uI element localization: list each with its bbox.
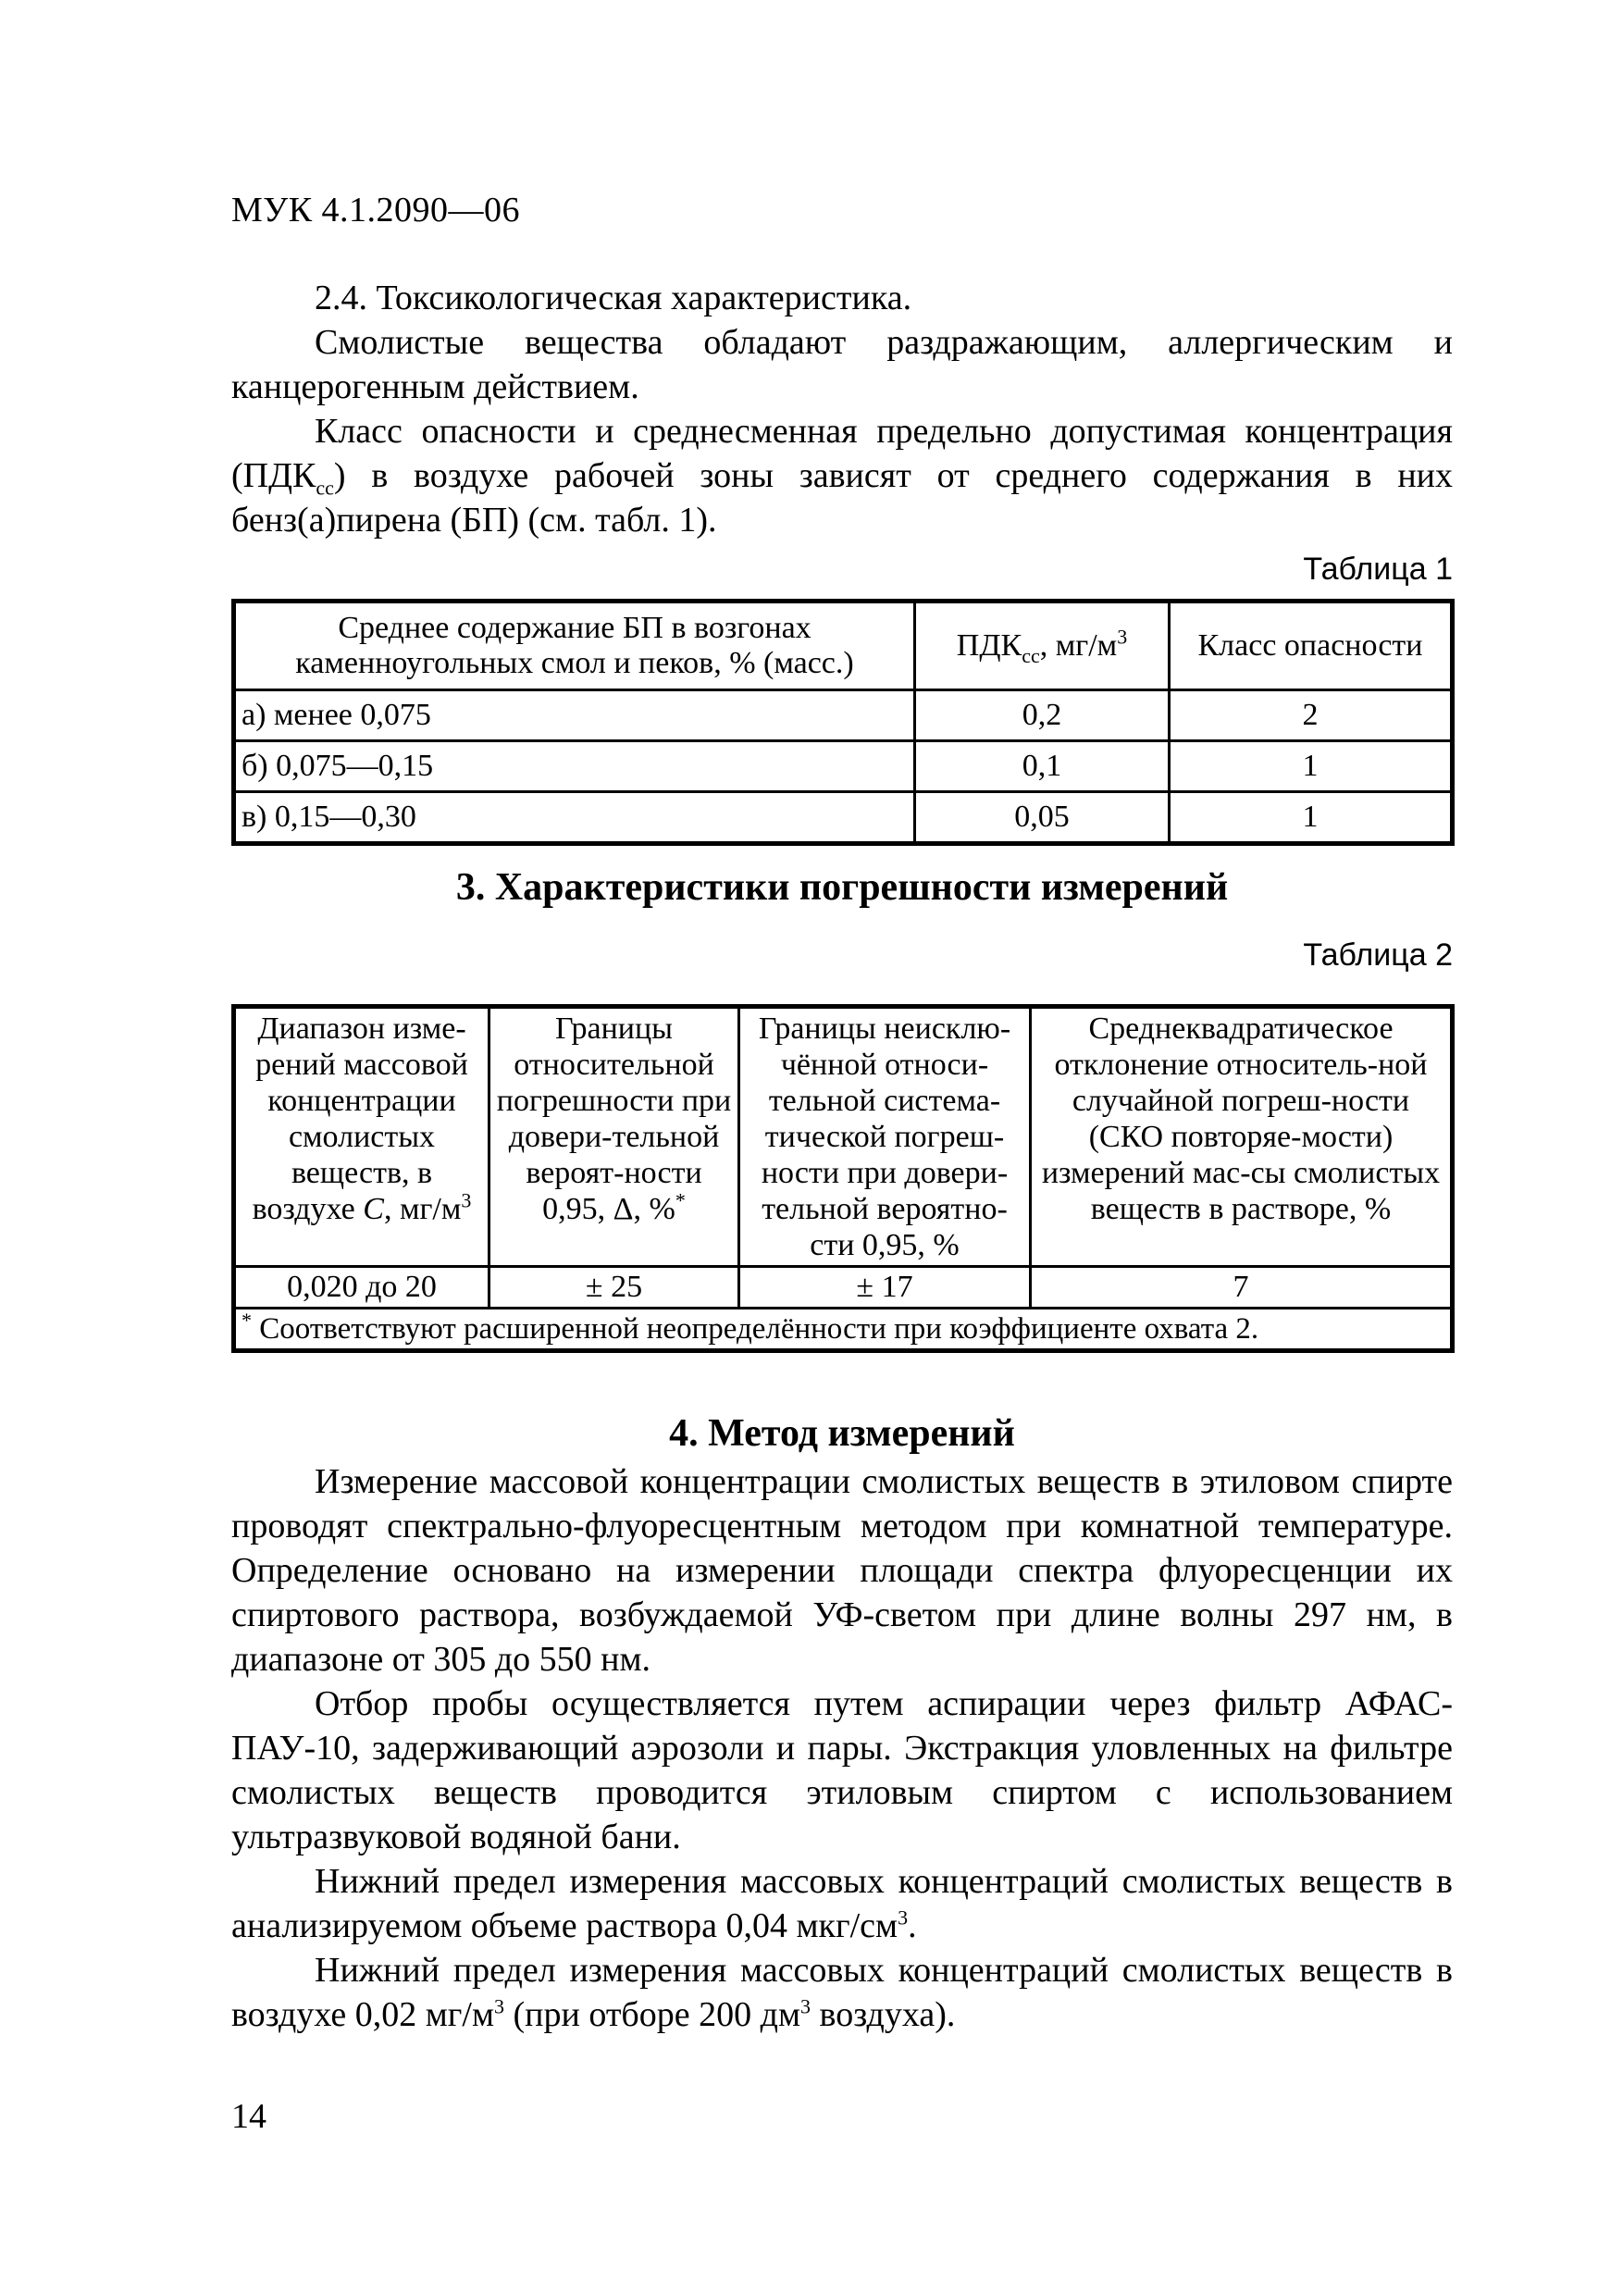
t2-h2-text: Границы относительной погрешности при довери-тельной вероят-ности 0,95, Δ, %	[496, 1011, 732, 1226]
section-4-paragraph-4	[231, 1948, 1453, 2037]
table-row	[234, 741, 1453, 792]
table-1	[231, 599, 1455, 846]
section-4-paragraph-3	[231, 1859, 1453, 1948]
p3-superscript: 3	[898, 1905, 909, 1930]
table-1-cell-pdk: 0,05	[915, 792, 1170, 844]
table-2-cell-systematic-error: ± 17	[739, 1267, 1031, 1309]
h2-subscript: сс	[1022, 643, 1040, 667]
p3-text-a: Нижний предел измерения массовых концентраций смолистых веществ в анализируемом объеме раствора 0,04 мкг/см	[231, 1862, 1453, 1945]
table-2-footnote	[234, 1309, 1453, 1351]
t2-h1-text-a: Диапазон изме-рений массовой концентрации смолистых веществ, в воздухе	[252, 1011, 468, 1226]
document-header: МУК 4.1.2090—06	[231, 191, 521, 230]
footnote-text: Соответствуют расширенной неопределённости при коэффициенте охвата 2.	[252, 1312, 1259, 1346]
table-1-header-class: Класс опасности	[1170, 602, 1453, 690]
table-1-header-pdk	[915, 602, 1170, 690]
p4-text-a: Нижний предел измерения массовых концентраций смолистых веществ в воздухе 0,02 мг/м	[231, 1951, 1453, 2034]
section-4-paragraph-1: Измерение массовой концентрации смолистых веществ в этиловом спирте проводят спектрально-флуоресцентным методом при комнатной температуре. Определение основано на измерении площади спектра флуоресценции их спиртового раствора, возбуждаемой УФ-светом при длине волны 297 нм, в диапазоне от 305 до 550 нм.	[231, 1462, 1453, 1679]
table-1-cell-class: 1	[1170, 741, 1453, 792]
p4-text-c: воздуха).	[811, 1995, 956, 2034]
table-2-caption: Таблица 2	[1303, 937, 1453, 973]
table-2-header-sko: Среднеквадратическое отклонение относитель-ной случайной погреш-ности (СКО повторяе-мости) измерений мас-сы смолистых веществ в растворе, %	[1031, 1007, 1453, 1267]
t2-h1-text-b: , мг/м	[383, 1192, 462, 1226]
p4-superscript-1: 3	[494, 1994, 504, 2018]
h2-text-b: , мг/м	[1039, 628, 1118, 663]
table-2	[231, 1004, 1455, 1353]
t2-h1-variable: С	[363, 1192, 384, 1226]
p4-superscript-2: 3	[800, 1994, 812, 2018]
h2-superscript: 3	[1117, 625, 1128, 649]
table-2-cell-sko: 7	[1031, 1267, 1453, 1309]
section-2-4	[231, 276, 1453, 588]
table-2-header-relative-error	[489, 1007, 739, 1267]
p3-text-b: .	[908, 1906, 917, 1945]
h2-text-a: ПДК	[956, 628, 1022, 663]
table-2-cell-range: 0,020 до 20	[234, 1267, 489, 1309]
p2-text-b: ) в воздухе рабочей зоны зависят от среднего содержания в них бенз(а)пирена (БП) (см. табл. 1).	[231, 456, 1453, 540]
t2-h2-superscript: *	[675, 1188, 686, 1212]
footnote-mark: *	[242, 1309, 252, 1332]
table-row	[234, 792, 1453, 844]
section-2-4-paragraph-1: Смолистые вещества обладают раздражающим, аллергическим и канцерогенным действием.	[231, 323, 1453, 406]
table-1-cell-pdk: 0,2	[915, 690, 1170, 741]
table-1-cell-content: б) 0,075—0,15	[234, 741, 915, 792]
page-number: 14	[231, 2097, 266, 2136]
section-3-title: 3. Характеристики погрешности измерений	[455, 866, 1229, 909]
table-1-cell-pdk: 0,1	[915, 741, 1170, 792]
t2-h1-superscript: 3	[461, 1188, 472, 1212]
table-1-cell-class: 2	[1170, 690, 1453, 741]
table-1-cell-content: а) менее 0,075	[234, 690, 915, 741]
table-2-header-range	[234, 1007, 489, 1267]
table-1-caption: Таблица 1	[1303, 552, 1453, 587]
table-2-footnote-row	[234, 1309, 1453, 1351]
p2-subscript: сс	[316, 476, 334, 500]
table-2-cell-relative-error: ± 25	[489, 1267, 739, 1309]
section-3-block	[231, 865, 1453, 974]
p2-text-a: Класс опасности и среднесменная предельно допустимая концентрация (ПДК	[231, 412, 1453, 495]
table-1-cell-content: в) 0,15—0,30	[234, 792, 915, 844]
table-1-header-row	[234, 602, 1453, 690]
section-2-4-paragraph-2	[231, 409, 1453, 542]
section-4-block	[231, 1411, 1453, 2037]
table-2-header-systematic-error: Границы неисклю-чённой относи-тельной система-тической погреш-ности при довери-тельной вероятно-сти 0,95, %	[739, 1007, 1031, 1267]
section-4-paragraph-2: Отбор пробы осуществляется путем аспирации через фильтр АФАС-ПАУ-10, задерживающий аэрозоли и пары. Экстракция уловленных на фильтре смолистых веществ проводится этиловым спиртом с использованием ультразвуковой водяной бани.	[231, 1684, 1453, 1856]
table-2-header-row	[234, 1007, 1453, 1267]
table-1-cell-class: 1	[1170, 792, 1453, 844]
table-row	[234, 1267, 1453, 1309]
p4-text-b: (при отборе 200 дм	[504, 1995, 801, 2034]
section-4-title: 4. Метод измерений	[669, 1412, 1015, 1455]
section-2-4-title: 2.4. Токсикологическая характеристика.	[315, 279, 912, 317]
table-1-header-content: Среднее содержание БП в возгонах каменноугольных смол и пеков, % (масс.)	[234, 602, 915, 690]
table-row	[234, 690, 1453, 741]
